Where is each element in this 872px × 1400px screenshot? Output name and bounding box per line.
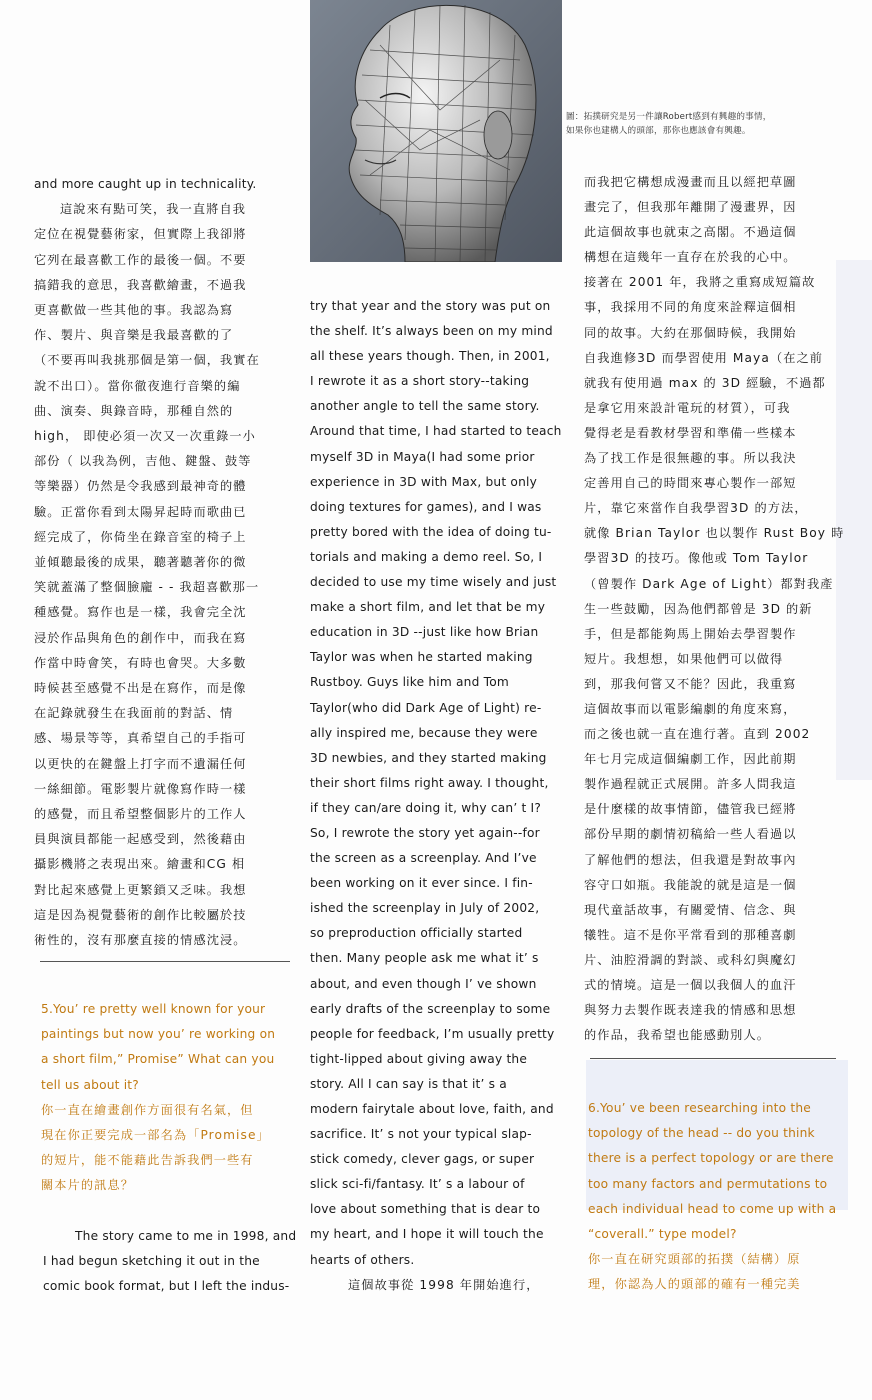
- question-line: 的短片，能不能藉此告訴我們一些有: [41, 1153, 254, 1168]
- body-text-line: 犧牲。這不是你平常看到的那種喜劇: [584, 927, 797, 942]
- section-divider: [40, 961, 290, 962]
- body-text-line: 了解他們的想法，但我還是對故事內: [584, 852, 797, 867]
- body-text-line: make a short film, and let that be my: [310, 600, 546, 615]
- body-text-line: high， 即使必須一次又一次重錄一小: [34, 429, 256, 444]
- body-text-line: decided to use my time wisely and just: [310, 575, 557, 590]
- body-text-line: The story came to me in 1998, and: [75, 1229, 297, 1243]
- body-text-line: experience in 3D with Max, but only: [310, 474, 537, 489]
- body-text-line: doing textures for games), and I was: [310, 499, 542, 514]
- section-divider: [590, 1058, 836, 1059]
- body-text-line: 搞錯我的意思，我喜歡繪畫，不過我: [34, 277, 247, 292]
- body-text-line: 製作過程就正式展開。許多人問我這: [584, 777, 797, 792]
- body-text-line: 感、場景等等，真希望自己的手指可: [34, 731, 247, 746]
- body-text-line: 短片。我想想，如果他們可以做得: [584, 651, 784, 666]
- body-text-line: hearts of others.: [310, 1252, 415, 1267]
- body-text-line: tight-lipped about giving away the: [310, 1051, 528, 1066]
- body-text-line: 笑就蓋滿了整個臉龐 - - 我超喜歡那一: [34, 580, 260, 595]
- caption-line: 如果你也建構人的頭部，那你也應該會有興趣。: [566, 126, 751, 136]
- body-text-line: sacrifice. It’ s not your typical slap-: [310, 1127, 532, 1142]
- wireframe-head-image: [310, 0, 562, 262]
- question-line: too many factors and permutations to: [588, 1176, 828, 1191]
- body-text-line: 在記錄就發生在我面前的對話、情: [34, 706, 234, 721]
- body-text-line: 自我進修3D 而學習使用 Maya（在之前: [584, 350, 824, 365]
- body-text-line: and more caught up in technicality.: [34, 177, 257, 191]
- body-text-line: 是什麼樣的故事情節，儘管我已經將: [584, 802, 797, 817]
- body-text-line: ished the screenplay in July of 2002,: [310, 901, 540, 916]
- body-text-line: 學習3D 的技巧。像他或 Tom Taylor: [584, 551, 809, 566]
- body-text-line: 構想在這幾年一直存在於我的心中。: [584, 250, 797, 265]
- head-topology-figure: [310, 0, 562, 262]
- body-text-line: 等樂器）仍然是令我感到最神奇的體: [34, 479, 247, 494]
- question-line: 5.You’ re pretty well known for your: [41, 1002, 266, 1016]
- column-middle: [310, 294, 572, 1298]
- body-text-line: 以更快的在鍵盤上打字而不遺漏任何: [34, 756, 247, 771]
- question-line: a short film,” Promise” What can you: [41, 1052, 275, 1067]
- body-text-line: education in 3D --just like how Brian: [310, 625, 539, 640]
- body-text-line: ally inspired me, because they were: [310, 725, 538, 740]
- body-text-line: 同的故事。大約在那個時候，我開始: [584, 325, 797, 340]
- body-text-line: 這個故事從 1998 年開始進行，: [348, 1277, 540, 1292]
- body-text-line: stick comedy, clever gags, or super: [310, 1152, 535, 1167]
- question-line: each individual head to come up with a: [588, 1201, 837, 1216]
- body-text-line: 曲、演奏、與錄音時，那種自然的: [34, 403, 234, 418]
- body-text-line: pretty bored with the idea of doing tu-: [310, 524, 552, 539]
- body-text-line: 這是因為視覺藝術的創作比較屬於技: [34, 907, 247, 922]
- body-text-line: 時候甚至感覺不出是在寫作，而是像: [34, 681, 247, 696]
- body-text-line: love about something that is dear to: [310, 1202, 541, 1217]
- body-text-line: Taylor was when he started making: [310, 650, 533, 665]
- question-line: 6.You’ ve been researching into the: [588, 1101, 811, 1115]
- body-text-line: the screen as a screenplay. And I’ve: [310, 851, 537, 866]
- body-text-line: 式的情境。這是一個以我個人的血汗: [584, 978, 797, 992]
- body-text-line: 術性的，沒有那麼直接的情感沈浸。: [34, 933, 247, 948]
- body-text-line: 就我有使用過 max 的 3D 經驗，不過都: [584, 375, 826, 390]
- body-text-line: So, I rewrote the story yet again--for: [310, 825, 540, 840]
- body-text-line: try that year and the story was put on: [310, 299, 551, 313]
- figure-caption: [566, 110, 856, 138]
- body-text-line: modern fairytale about love, faith, and: [310, 1102, 554, 1116]
- body-text-line: 而之後也就一直在進行著。直到 2002: [584, 727, 811, 742]
- body-text-line: 一絲細節。電影製片就像寫作時一樣: [34, 781, 247, 796]
- body-text-line: if they can/are doing it, why can’ t I?: [310, 800, 541, 815]
- question-line: 你一直在繪畫創作方面很有名氣，但: [41, 1102, 254, 1117]
- body-text-line: 到，那我何嘗又不能？因此，我重寫: [584, 676, 797, 691]
- body-text-line: 對比起來感覺上更繁鎖又乏味。我想: [34, 882, 247, 897]
- body-text-line: then. Many people ask me what it’ s: [310, 951, 539, 966]
- body-text-line: 經完成了，你倚坐在錄音室的椅子上: [34, 529, 247, 544]
- body-text-line: 片、油腔滑調的對談、或科幻與魔幻: [584, 952, 797, 967]
- body-text-line: 驗。正當你看到太陽昇起時而歌曲已: [34, 504, 247, 519]
- body-text-line: 攝影機將之表現出來。繪畫和CG 相: [34, 857, 246, 872]
- body-text-line: 現代童話故事，有關愛情、信念、與: [584, 902, 797, 917]
- body-text-line: 為了找工作是很無趣的事。所以我決: [584, 451, 797, 466]
- body-text-line: 就像 Brian Taylor 也以製作 Rust Boy 時: [584, 526, 845, 541]
- body-text-line: 作當中時會笑，有時也會哭。大多數: [34, 655, 247, 670]
- body-text-line: 覺得老是看教材學習和準備一些樣本: [584, 425, 797, 440]
- question-6: [588, 1096, 850, 1298]
- body-text-line: 接著在 2001 年，我將之重寫成短篇故: [584, 275, 816, 290]
- body-text-line: torials and making a demo reel. So, I: [310, 549, 543, 564]
- body-text-line: 員與演員都能一起感受到，然後藉由: [34, 832, 247, 847]
- question-line: topology of the head -- do you think: [588, 1126, 815, 1141]
- body-text-line: 這個故事而以電影編劇的角度來寫，: [584, 701, 797, 716]
- question-line: 現在你正要完成一部名為「Promise」: [41, 1128, 270, 1143]
- body-text-line: story. All I can say is that it’ s a: [310, 1076, 507, 1091]
- body-text-line: 容守口如瓶。我能說的就是這是一個: [584, 877, 797, 892]
- body-text-line: Rustboy. Guys like him and Tom: [310, 675, 509, 690]
- body-text-line: 片，靠它來當作自我學習3D 的方法，: [584, 501, 808, 516]
- body-text-line: 是拿它用來設計電玩的材質），可我: [584, 400, 791, 415]
- question-line: there is a perfect topology or are there: [588, 1151, 834, 1166]
- body-text-line: slick sci-fi/fantasy. It’ s a labour of: [310, 1177, 525, 1192]
- body-text-line: 手，但是都能夠馬上開始去學習製作: [584, 626, 797, 641]
- body-text-line: 說不出口）。當你徹夜進行音樂的編: [34, 378, 241, 393]
- question-5: [41, 997, 297, 1199]
- body-text-line: been working on it ever since. I fin-: [310, 876, 533, 891]
- ear-shape: [484, 111, 512, 159]
- body-text-line: 事，我採用不同的角度來詮釋這個相: [584, 300, 797, 315]
- body-text-line: 的感覺，而且希望整個影片的工作人: [34, 807, 247, 822]
- question-line: paintings but now you’ re working on: [41, 1027, 276, 1042]
- body-text-line: 與努力去製作既表達我的情感和思想: [584, 1003, 797, 1018]
- body-text-line: I rewrote it as a short story--taking: [310, 374, 530, 389]
- body-text-line: 並傾聽最後的成果，聽著聽著你的微: [34, 555, 247, 570]
- column-right: [584, 170, 846, 1048]
- body-text-line: 部份（ 以我為例，吉他、鍵盤、鼓等: [34, 454, 252, 469]
- body-text-line: 的作品，我希望也能感動別人。: [584, 1028, 771, 1043]
- body-text-line: 而我把它構想成漫畫而且以經把草圖: [584, 175, 797, 189]
- body-text-line: their short films right away. I thought,: [310, 775, 549, 790]
- body-text-line: 定善用自己的時間來專心製作一部短: [584, 476, 797, 491]
- body-text-line: another angle to tell the same story.: [310, 399, 540, 414]
- body-text-line: 它列在最喜歡工作的最後一個。不要: [34, 252, 247, 267]
- body-text-line: the shelf. It’s always been on my mind: [310, 324, 553, 339]
- answer-5-start: [43, 1224, 299, 1300]
- caption-line: 圖：拓撲研究是另一件讓Robert感到有興趣的事情，: [566, 112, 772, 122]
- body-text-line: （不要再叫我挑那個是第一個，我實在: [34, 353, 260, 368]
- body-text-line: myself 3D in Maya(I had some prior: [310, 449, 535, 464]
- body-text-line: 生一些鼓勵，因為他們都曾是 3D 的新: [584, 601, 813, 616]
- question-line: tell us about it?: [41, 1077, 139, 1092]
- body-text-line: 浸於作品與角色的創作中，而我在寫: [34, 630, 247, 645]
- body-text-line: 此這個故事也就束之高閣。不過這個: [584, 225, 797, 240]
- body-text-line: people for feedback, I’m usually pretty: [310, 1026, 555, 1041]
- body-text-line: 種感覺。寫作也是一樣，我會完全沈: [34, 605, 247, 620]
- body-text-line: I had begun sketching it out in the: [43, 1254, 260, 1269]
- body-text-line: early drafts of the screenplay to some: [310, 1001, 551, 1016]
- body-text-line: 3D newbies, and they started making: [310, 750, 547, 765]
- body-text-line: comic book format, but I left the indus-: [43, 1279, 290, 1294]
- body-text-line: 部份早期的劇情初稿給一些人看過以: [584, 827, 797, 842]
- body-text-line: 這說來有點可笑，我一直將自我: [60, 202, 247, 217]
- body-text-line: Taylor(who did Dark Age of Light) re-: [310, 700, 542, 715]
- body-text-line: all these years though. Then, in 2001,: [310, 349, 550, 364]
- question-line: 你一直在研究頭部的拓撲（結構）原: [588, 1252, 801, 1267]
- body-text-line: 畫完了，但我那年離開了漫畫界，因: [584, 200, 797, 215]
- body-text-line: 作、製片、與音樂是我最喜歡的了: [34, 328, 234, 343]
- question-line: 理，你認為人的頭部的確有一種完美: [588, 1277, 801, 1292]
- body-text-line: Around that time, I had started to teach: [310, 424, 562, 439]
- body-text-line: （曾製作 Dark Age of Light）都對我產: [584, 576, 834, 591]
- question-line: “coverall.” type model?: [588, 1227, 737, 1242]
- question-line: 關本片的訊息？: [41, 1178, 135, 1193]
- body-text-line: 年七月完成這個編劇工作，因此前期: [584, 752, 797, 767]
- body-text-line: 定位在視覺藝術家，但實際上我卻將: [34, 227, 247, 242]
- column-left: [34, 172, 296, 953]
- body-text-line: my heart, and I hope it will touch the: [310, 1227, 544, 1242]
- body-text-line: about, and even though I’ ve shown: [310, 976, 537, 991]
- body-text-line: 更喜歡做一些其他的事。我認為寫: [34, 303, 234, 318]
- body-text-line: so preproduction officially started: [310, 926, 523, 941]
